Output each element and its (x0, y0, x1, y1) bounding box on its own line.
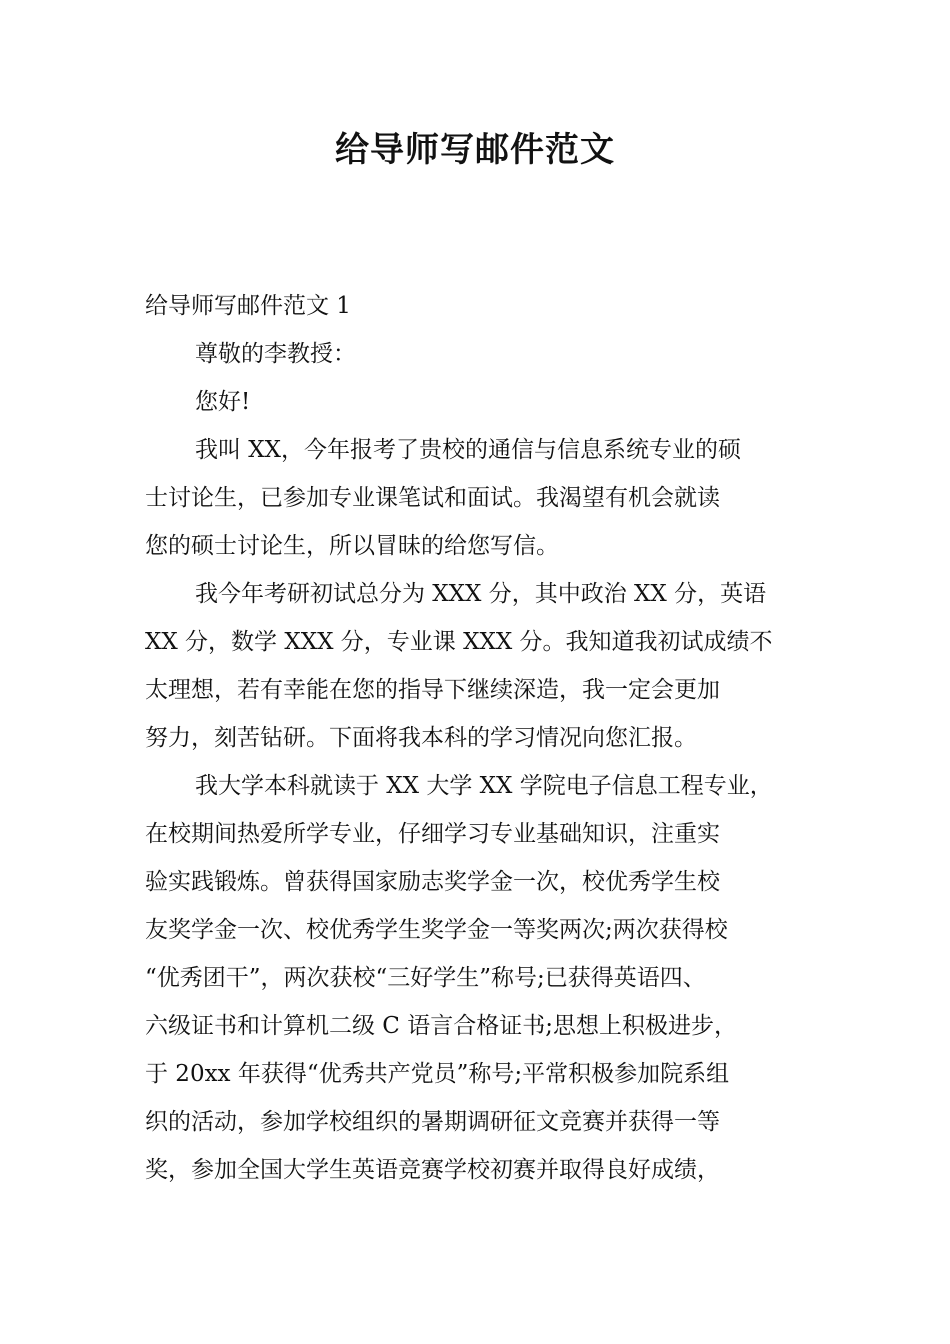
paragraph-line: 友奖学金一次、校优秀学生奖学金一等奖两次;两次获得校 (145, 917, 728, 943)
paragraph-line: 我今年考研初试总分为 XXX 分，其中政治 XX 分，英语 (195, 581, 767, 607)
paragraph-line: 在校期间热爱所学专业，仔细学习专业基础知识，注重实 (145, 821, 720, 847)
paragraph-line: 奖，参加全国大学生英语竞赛学校初赛并取得良好成绩， (145, 1157, 720, 1183)
paragraph-line: 您的硕士讨论生，所以冒昧的给您写信。 (145, 533, 559, 559)
paragraph-line: 于 20xx 年获得“优秀共产党员”称号;平常积极参加院系组 (145, 1061, 730, 1087)
paragraph-line: XX 分，数学 XXX 分，专业课 XXX 分。我知道我初试成绩不 (145, 629, 773, 655)
paragraph-line: 六级证书和计算机二级 C 语言合格证书;思想上积极进步， (145, 1013, 737, 1039)
salutation: 尊敬的李教授： (195, 341, 356, 367)
paragraph-line: 验实践锻炼。曾获得国家励志奖学金一次，校优秀学生校 (145, 869, 720, 895)
paragraph-line: 织的活动，参加学校组织的暑期调研征文竞赛并获得一等 (145, 1109, 720, 1135)
paragraph-line: 努力，刻苦钻研。下面将我本科的学习情况向您汇报。 (145, 725, 697, 751)
paragraph-education (145, 762, 810, 1194)
paragraph-scores (145, 570, 810, 762)
document-body (145, 282, 810, 1194)
paragraph-line: 我大学本科就读于 XX 大学 XX 学院电子信息工程专业， (195, 773, 773, 799)
greeting: 您好! (195, 389, 251, 415)
paragraph-intro (145, 426, 810, 570)
paragraph-line: “优秀团干”，两次获校“三好学生”称号;已获得英语四、 (145, 965, 706, 991)
section-heading: 给导师写邮件范文 1 (145, 293, 351, 319)
paragraph-line: 太理想，若有幸能在您的指导下继续深造，我一定会更加 (145, 677, 720, 703)
paragraph-line: 我叫 XX，今年报考了贵校的通信与信息系统专业的硕 (195, 437, 742, 463)
document-title: 给导师写邮件范文 (335, 130, 615, 170)
paragraph-line: 士讨论生，已参加专业课笔试和面试。我渴望有机会就读 (145, 485, 720, 511)
